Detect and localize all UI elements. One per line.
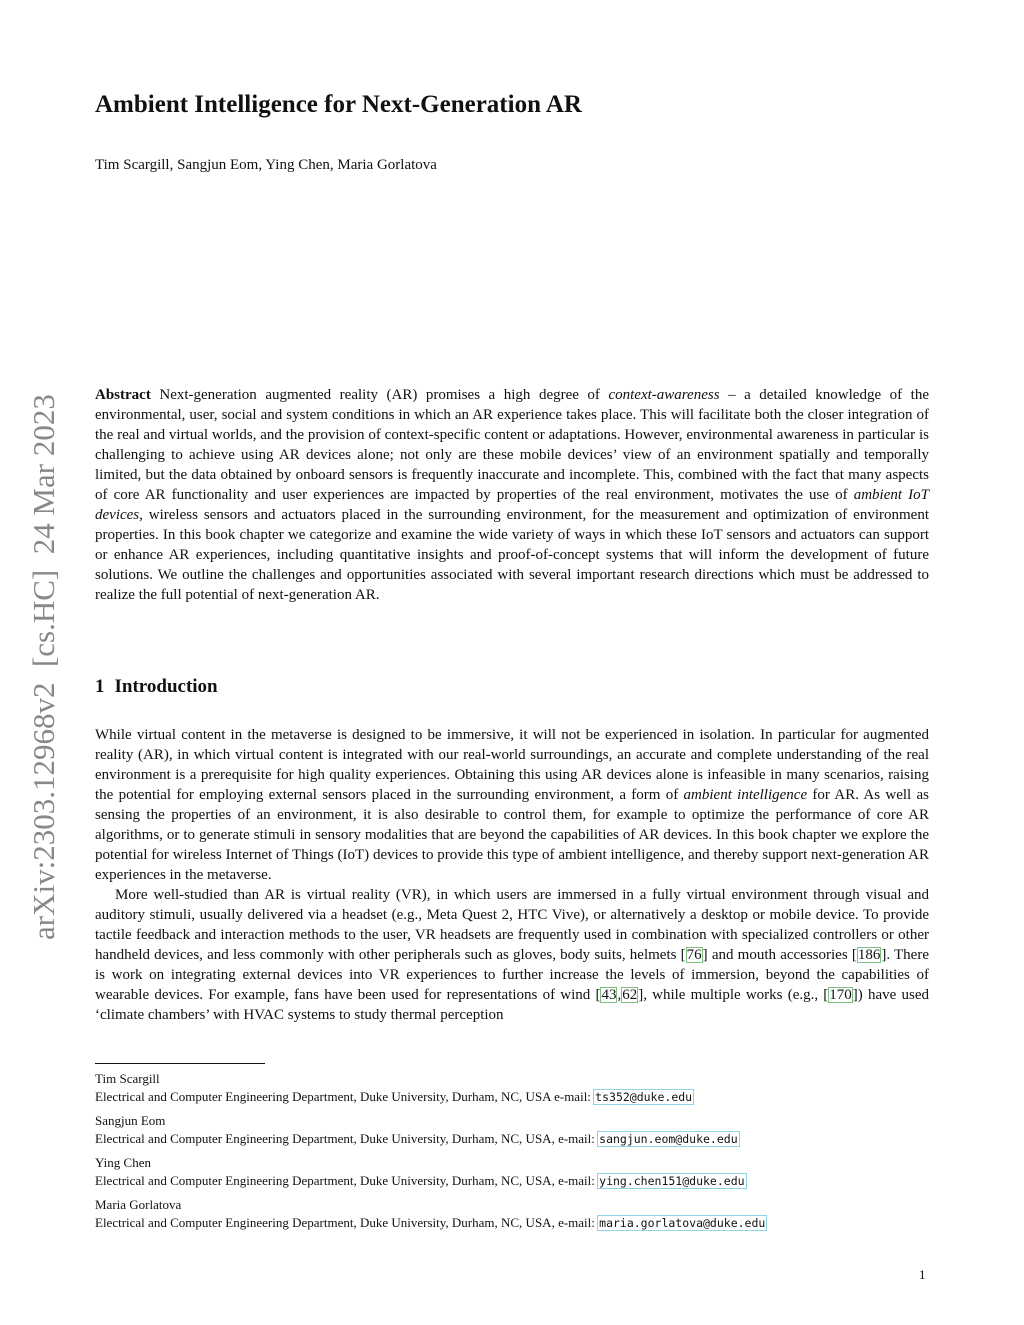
intro-paragraph-1 [95, 725, 929, 885]
citation-link[interactable]: 186 [857, 947, 881, 963]
abstract-emphasis: context-awareness [608, 387, 720, 403]
email-link[interactable]: maria.gorlatova@duke.edu [599, 1216, 766, 1230]
abstract-paragraph [95, 385, 929, 605]
body-text: ] and mouth accessories [ [702, 947, 857, 963]
footnote-author [95, 1196, 955, 1232]
abstract-emphasis: ambient IoT devices [95, 487, 929, 523]
footnote-affiliation-line [95, 1214, 955, 1232]
citation-link[interactable]: 62 [622, 987, 638, 1003]
paper-title: Ambient Intelligence for Next-Generation AR [95, 91, 582, 118]
footnote-affiliation-line [95, 1088, 955, 1106]
footnote-name: Ying Chen [95, 1155, 151, 1170]
section-number: 1 [95, 676, 105, 697]
footnote-affiliation: Electrical and Computer Engineering Department, Duke University, Durham, NC, USA e-mail: [95, 1089, 595, 1104]
citation-separator: , [617, 987, 622, 1003]
footnote-divider [95, 1063, 265, 1064]
body-emphasis: ambient intelligence [683, 787, 808, 803]
footnote-affiliation-line [95, 1172, 955, 1190]
email-link[interactable]: sangjun.eom@duke.edu [599, 1132, 738, 1146]
body-text: for AR. As well as sensing the properties of an environment, it is also desirable to control them, for example to optimize the performance of core AR algorithms, or to generate stimuli in sensory modalities that are beyond the capabilities of AR devices. In this book chapter we explore the potential for wireless Internet of Things (IoT) devices to provide this type of ambient intelligence, and thereby support next-generation AR experiences in the metaverse. [95, 787, 929, 883]
footnote-affiliation: Electrical and Computer Engineering Department, Duke University, Durham, NC, USA, e-mail: [95, 1215, 599, 1230]
footnote-affiliation: Electrical and Computer Engineering Department, Duke University, Durham, NC, USA, e-mail: [95, 1173, 599, 1188]
email-link[interactable]: ts352@duke.edu [595, 1090, 693, 1104]
abstract-text: , wireless sensors and actuators placed in the surrounding environment, for the measurement and optimization of environment properties. In this book chapter we categorize and examine the wide variety of ways in which these IoT sensors and actuators can support or enhance AR experiences, including quantitative insights and proof-of-concept systems that will inform the development of future solutions. We outline the challenges and opportunities associated with several important research directions which must be addressed to realize the full potential of next-generation AR. [95, 507, 929, 603]
body-text: ]. There is work on integrating external devices into VR experiences to further increase the levels of immersion, beyond the capabilities of wearable devices. For example, fans have been used for representations of wind [ [95, 947, 929, 1003]
body-text: ], while multiple works (e.g., [ [638, 987, 829, 1003]
footnote-author [95, 1070, 955, 1106]
section-title: Introduction [114, 676, 218, 697]
abstract-text: – a detailed knowledge of the environmental, user, social and system conditions in which an AR experience takes place. This will facilitate both the closer integration of the real and virtual worlds, and the provision of context-specific content or adaptations. However, environmental awareness in particular is challenging to achieve using AR devices alone; not only are these mobile devices’ view of an environment spatially and temporally limited, but the data obtained by onboard sensors is frequently inaccurate and incomplete. This, combined with the fact that many aspects of core AR functionality and user experiences are impacted by properties of the real environment, motivates the use of [95, 387, 929, 503]
body-text: More well-studied than AR is virtual reality (VR), in which users are immersed in a fully virtual environment through visual and auditory stimuli, usually delivered via a headset (e.g., Meta Quest 2, HTC Vive), or alternatively a desktop or mobile device. To provide tactile feedback and interaction methods to the user, VR headsets are frequently used in combination with specialized controllers or other handheld devices, and less commonly with other peripherals such as gloves, body suits, helmets [ [95, 887, 929, 963]
abstract-text: Next-generation augmented reality (AR) promises a high degree of [150, 387, 609, 403]
footnote-name: Tim Scargill [95, 1071, 160, 1086]
citation-link[interactable]: 43 [601, 987, 617, 1003]
arxiv-identifier: arXiv:2303.12968v2 [cs.HC] 24 Mar 2023 [26, 394, 61, 940]
author-list: Tim Scargill, Sangjun Eom, Ying Chen, Maria Gorlatova [95, 157, 437, 173]
footnote-affiliation: Electrical and Computer Engineering Department, Duke University, Durham, NC, USA, e-mail: [95, 1131, 599, 1146]
abstract-label: Abstract [95, 387, 151, 403]
footnote-author [95, 1112, 955, 1148]
footnote-name: Maria Gorlatova [95, 1197, 182, 1212]
footnote-author [95, 1154, 955, 1190]
citation-link[interactable]: 76 [686, 947, 702, 963]
body-text: ]) have used ‘climate chambers’ with HVAC systems to study thermal perception [95, 987, 929, 1023]
section-heading-introduction [95, 675, 218, 699]
email-link[interactable]: ying.chen151@duke.edu [599, 1174, 745, 1188]
body-text: While virtual content in the metaverse is designed to be immersive, it will not be experienced in isolation. In particular for augmented reality (AR), in which virtual content is integrated with our real-world surroundings, an accurate and complete understanding of the real environment is a prerequisite for high quality experiences. Obtaining this using AR devices alone is infeasible in many scenarios, raising the potential for employing external sensors placed in the surrounding environment, a form of [95, 727, 929, 803]
footnote-name: Sangjun Eom [95, 1113, 166, 1128]
intro-paragraph-2 [95, 885, 929, 1025]
footnote-affiliation-line [95, 1130, 955, 1148]
citation-link[interactable]: 170 [829, 987, 852, 1003]
page-number: 1 [919, 1267, 926, 1282]
